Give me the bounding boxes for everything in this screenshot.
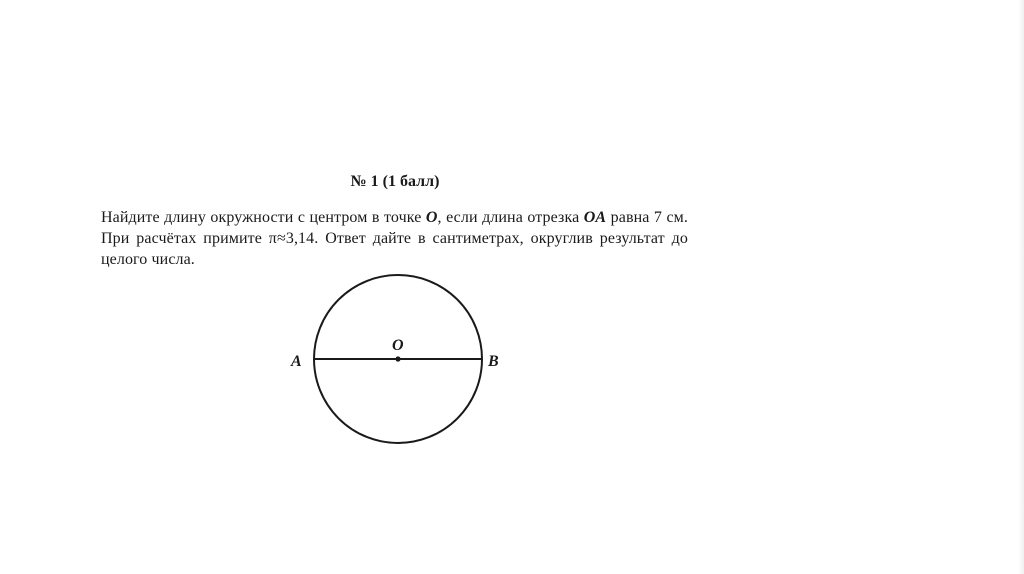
statement-text-3: равна 7 см. При расчётах примите π≈3,14. Ответ дайте в сантиметрах, округлив результат до целого числа.: [101, 209, 689, 268]
problem-title: № 1 (1 балл): [350, 173, 440, 190]
problem-statement: [101, 207, 688, 270]
label-a: A: [291, 353, 302, 370]
label-b: B: [488, 353, 499, 370]
circle: [314, 275, 482, 443]
page-edge-shadow: [1018, 0, 1024, 574]
segment-oa-symbol: OA: [583, 209, 607, 226]
center-point-o: [395, 356, 400, 361]
statement-text-2: , если длина отрезка: [437, 209, 584, 226]
point-o-symbol: O: [425, 209, 438, 226]
label-o: O: [392, 337, 404, 354]
statement-text-1: Найдите длину окружности с центром в точке: [101, 209, 426, 226]
